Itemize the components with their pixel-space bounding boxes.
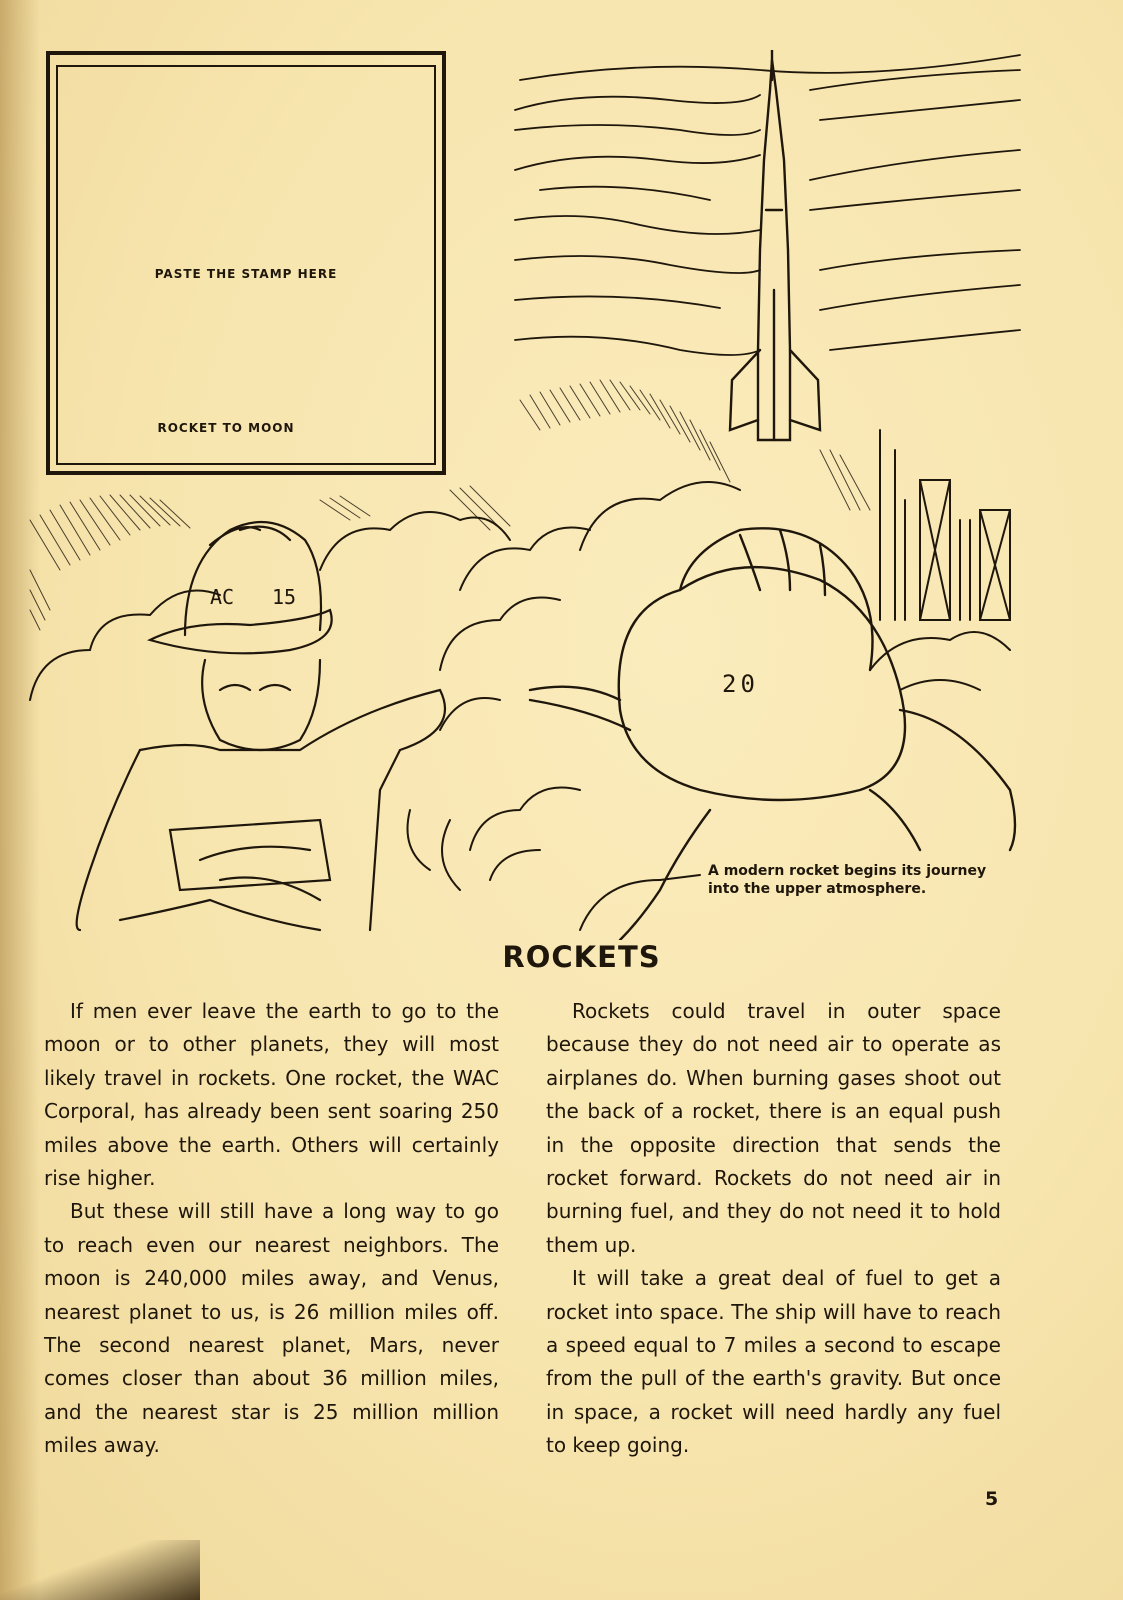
sky-lines-icon: [515, 55, 1020, 355]
helmet-left-number: 15: [272, 585, 297, 609]
article-left-column: [44, 995, 499, 1463]
stamp-instruction: PASTE THE STAMP HERE: [154, 267, 338, 281]
article-right-column: [546, 995, 1001, 1463]
article-title: ROCKETS: [502, 940, 661, 974]
worker-left-icon: [77, 522, 445, 930]
paragraph: Rockets could travel in outer space because they do not need air to operate as airplanes do. When burning gases shoot out the back of a rocket, there is an equal push in the opposite direction that sends the rocket forward. Rockets do not need air in burning fuel, and they do not need it to hold them up.: [546, 999, 1001, 1257]
paragraph: If men ever leave the earth to go to the moon or to other planets, they will most likely travel in rockets. One rocket, the WAC Corporal, has already been sent soaring 250 miles above the earth. Others will certainly rise higher.: [44, 999, 499, 1191]
paragraph: It will take a great deal of fuel to get a rocket into space. The ship will have to reach a speed equal to 7 miles a second to escape from the pull of the earth's gravity. But once in space, a rocket will need hardly any fuel to keep going.: [546, 1266, 1001, 1458]
illustration-caption: A modern rocket begins its journey into the upper atmosphere.: [708, 863, 987, 897]
helmet-right-number: 20: [722, 670, 759, 698]
rocket-launch-illustration: [20, 50, 1030, 940]
page-corner-shadow: [0, 1540, 200, 1600]
paragraph: But these will still have a long way to go to reach even our nearest neighbors. The moon is 240,000 miles away, and Venus, nearest planet to us, is 26 million miles off. The second nearest planet, Mars, never comes closer than about 36 million miles, and the nearest star is 25 million million miles away.: [44, 1199, 499, 1458]
helmet-left-label: AC: [210, 585, 235, 609]
page-number: 5: [985, 1488, 999, 1510]
launch-tower-icon: [880, 430, 1010, 620]
smoke-hatching-icon: [30, 380, 870, 630]
stamp-title: ROCKET TO MOON: [157, 421, 295, 435]
rocket-icon: [730, 50, 820, 440]
